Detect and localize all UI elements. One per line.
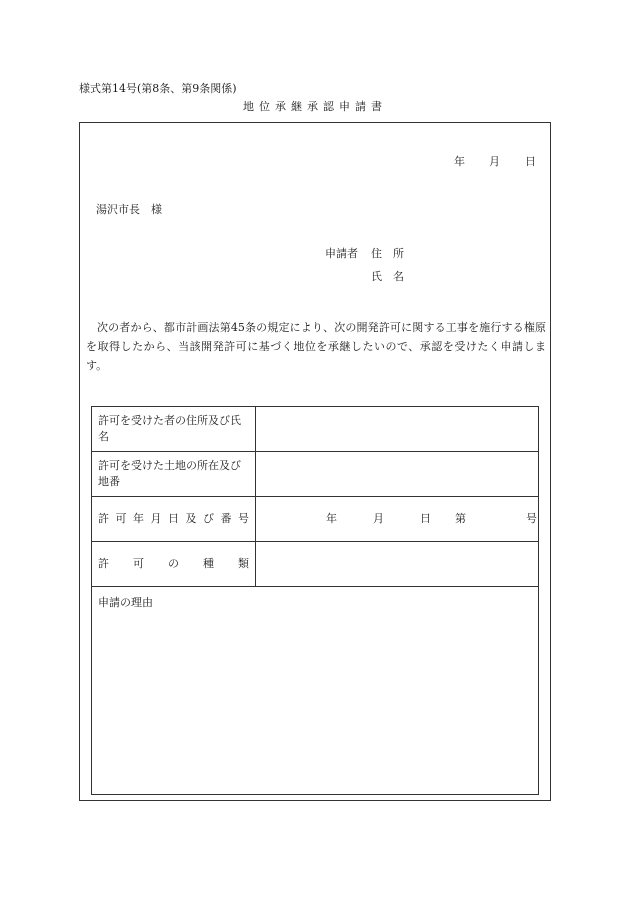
- permit-date-number-label: [92, 497, 256, 542]
- page-title: 地位承継承認申請書: [243, 100, 387, 113]
- label-char: 許: [98, 512, 109, 525]
- applicant-name-label: 氏 名: [371, 270, 404, 283]
- permit-type-label: [92, 542, 256, 587]
- reason-field[interactable]: [92, 587, 539, 795]
- applicant-address-label: 住 所: [371, 247, 404, 260]
- reason-label: 申請の理由: [98, 596, 153, 609]
- permit-dai-label: 第: [455, 512, 466, 525]
- label-char: 日: [168, 512, 179, 525]
- permit-type-field[interactable]: [256, 542, 539, 587]
- table-row: [92, 407, 539, 452]
- date-day-label: 日: [525, 155, 536, 168]
- permit-holder-field[interactable]: [256, 407, 539, 452]
- permit-date-number-field[interactable]: [256, 497, 539, 542]
- label-char: 号: [238, 512, 249, 525]
- applicant-label: 申請者: [325, 247, 358, 260]
- table-row: [92, 452, 539, 497]
- permit-month-label: 月: [373, 512, 384, 525]
- body-paragraph: 次の者から、都市計画法第45条の規定により、次の開発許可に関する工事を施行する権原を取得したから、当該開発許可に基づく地位を承継したいので、承認を受けたく申請します。: [86, 321, 546, 372]
- label-char: 種: [203, 557, 214, 570]
- table-row: [92, 542, 539, 587]
- label-char: 年: [133, 512, 144, 525]
- permit-year-label: 年: [326, 512, 337, 525]
- land-location-label: 許可を受けた土地の所在及び地番: [92, 452, 256, 497]
- label-char: び: [203, 512, 214, 525]
- label-char: 可: [115, 512, 127, 525]
- label-char: 許: [98, 557, 109, 570]
- label-char: 類: [238, 557, 249, 570]
- form-number: 様式第14号(第8条、第9条関係): [79, 82, 237, 95]
- label-char: 番: [220, 512, 232, 525]
- addressee: 湯沢市長 様: [96, 203, 162, 216]
- date-year-label: 年: [454, 155, 465, 168]
- label-char: の: [168, 557, 179, 570]
- permit-day-label: 日: [420, 512, 431, 525]
- permit-holder-label: 許可を受けた者の住所及び氏名: [92, 407, 256, 452]
- label-char: 月: [150, 512, 162, 525]
- table-row: [92, 587, 539, 795]
- date-month-label: 月: [489, 155, 500, 168]
- label-char: 可: [133, 557, 144, 570]
- land-location-field[interactable]: [256, 452, 539, 497]
- table-row: [92, 497, 539, 542]
- detail-table: [91, 406, 539, 795]
- permit-go-label: 号: [526, 512, 537, 525]
- label-char: 及: [185, 512, 197, 525]
